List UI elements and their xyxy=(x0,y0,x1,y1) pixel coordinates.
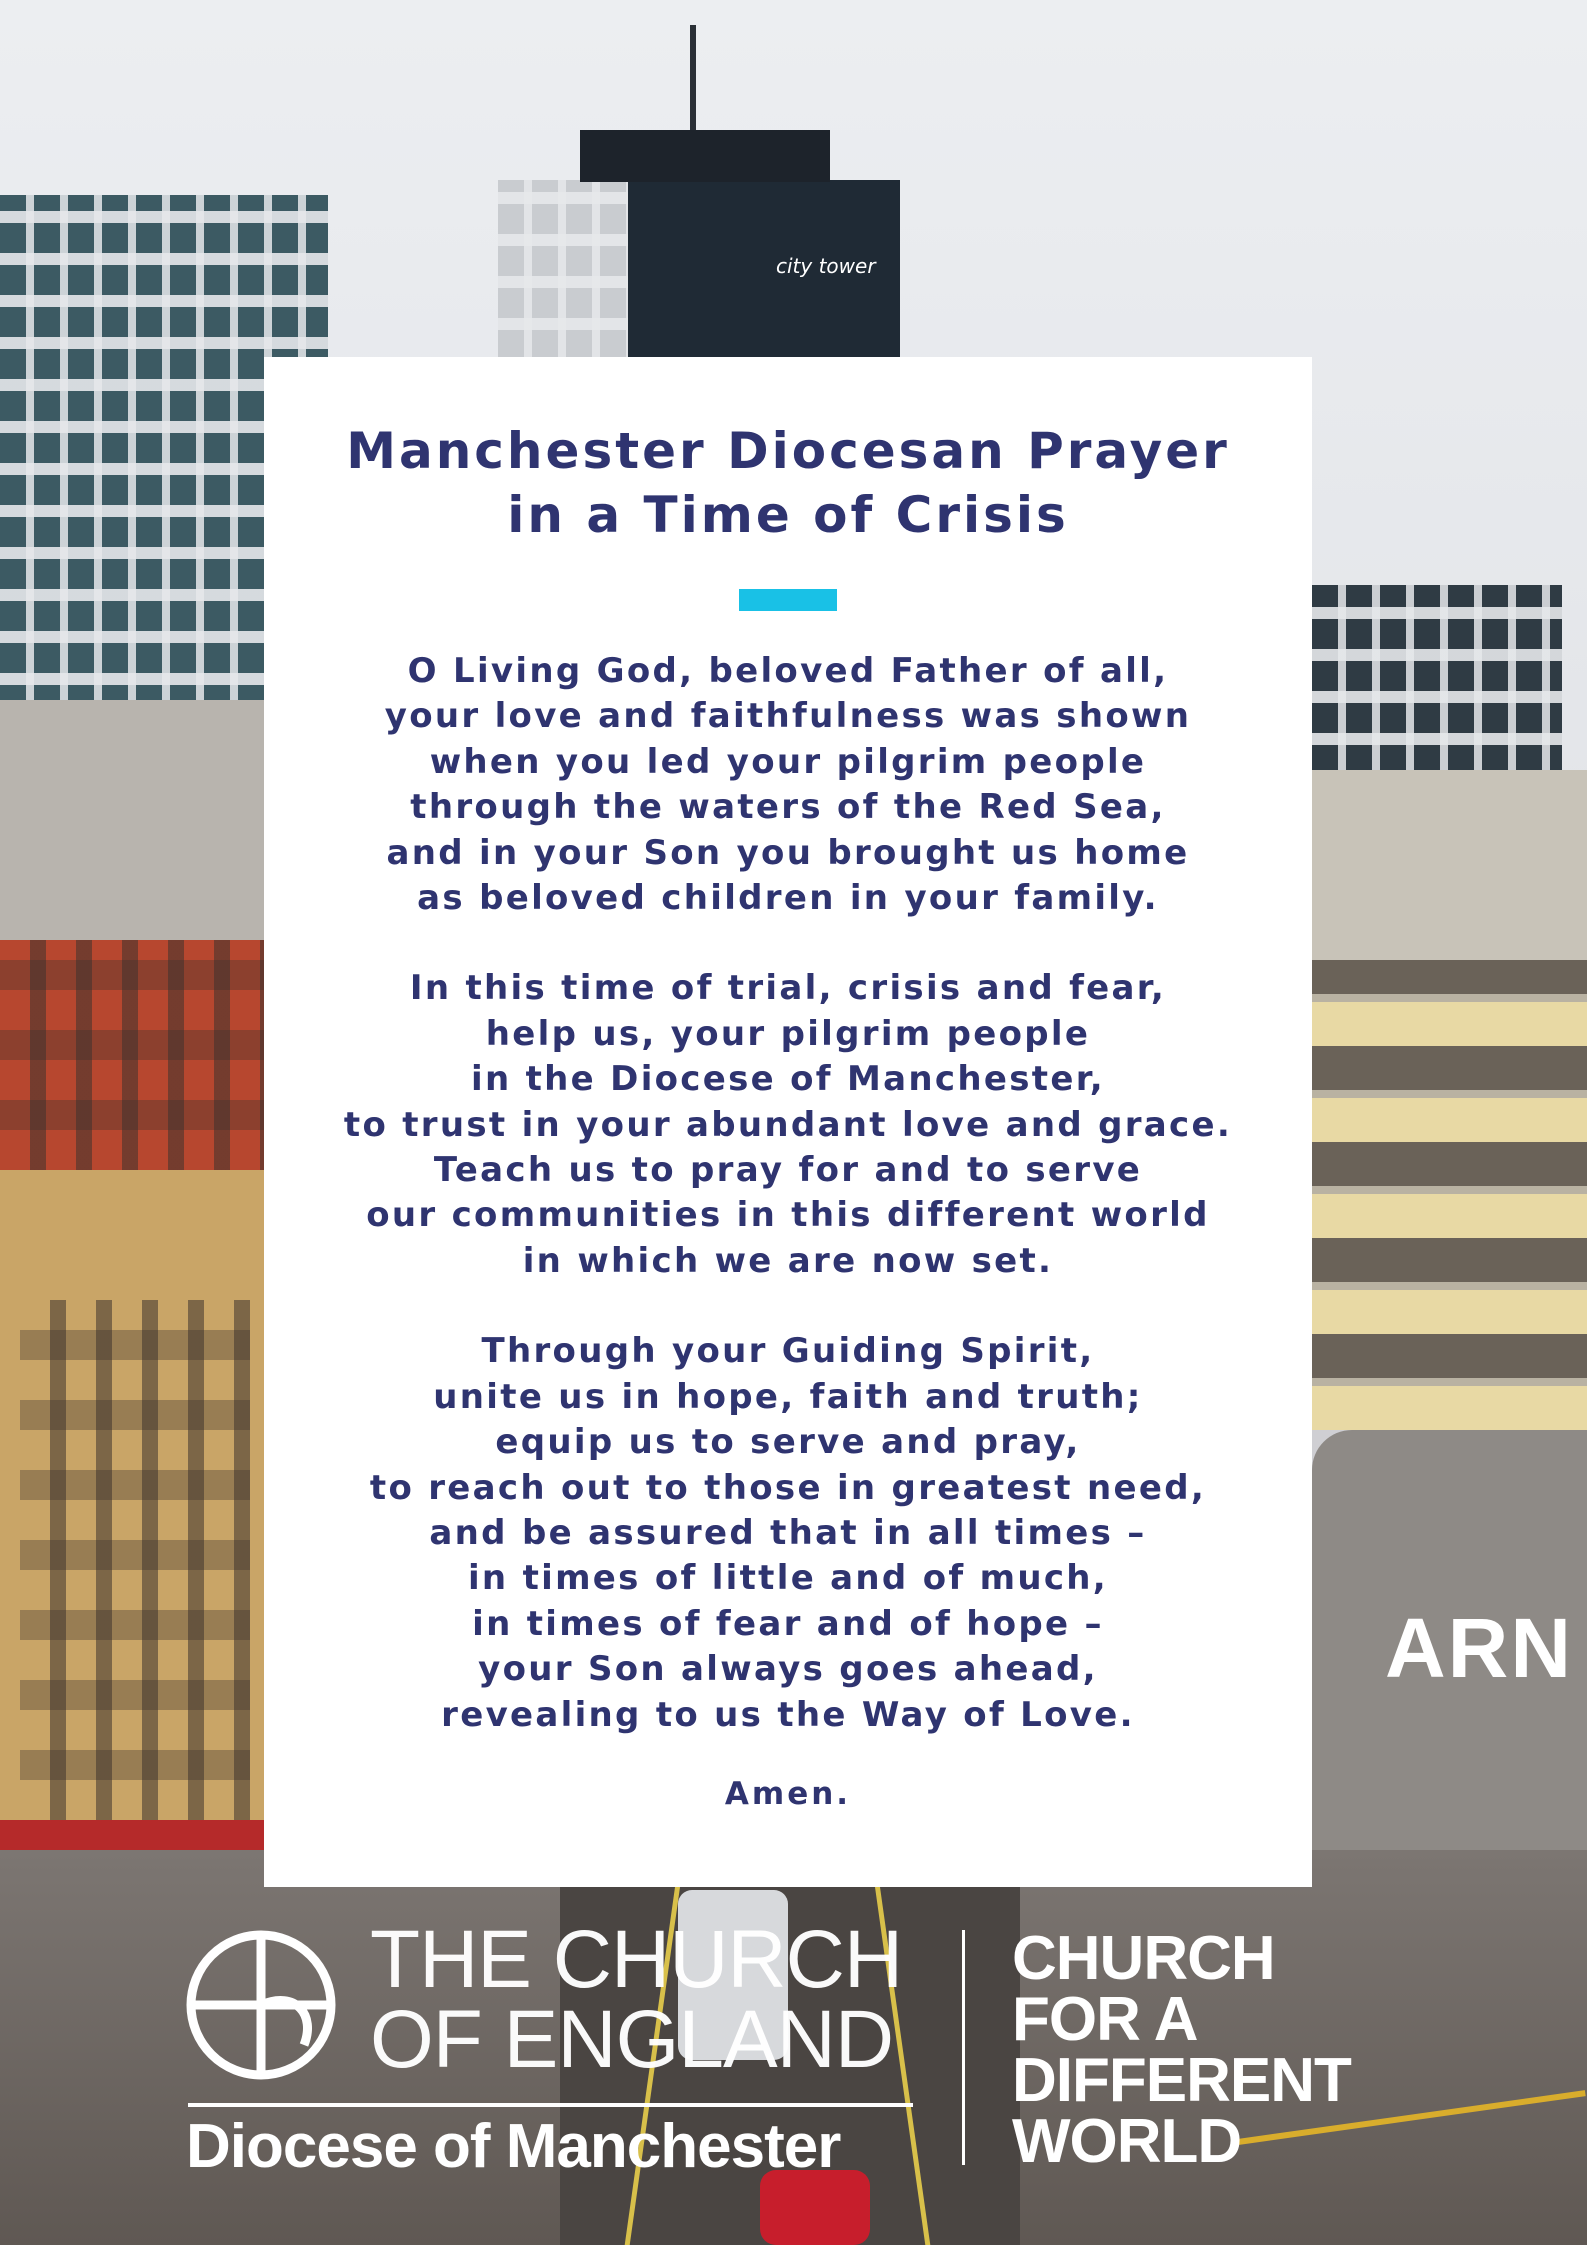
arndale-sign: ARN xyxy=(1385,1601,1573,1695)
city-tower-sign: city tower xyxy=(776,254,876,278)
wordmark-line: OF ENGLAND xyxy=(370,1994,894,2085)
prayer-line: equip us to serve and pray, xyxy=(495,1422,1081,1463)
campaign-line: FOR A xyxy=(1012,1985,1198,2054)
prayer-line: in times of little and of much, xyxy=(467,1558,1109,1599)
red-brick-building xyxy=(0,940,265,1170)
prayer-title xyxy=(264,419,1312,547)
prayer-line: as beloved children in your family. xyxy=(417,878,1159,919)
prayer-line: your Son always goes ahead, xyxy=(478,1649,1098,1690)
church-for-a-different-world-logo xyxy=(1012,1924,1351,2176)
multi-storey-car-park xyxy=(1312,960,1587,1430)
prayer-line: in times of fear and of hope – xyxy=(472,1603,1104,1644)
prayer-line: through the waters of the Red Sea, xyxy=(410,787,1166,828)
prayer-line: Teach us to pray for and to serve xyxy=(433,1150,1143,1191)
prayer-stanza-3 xyxy=(264,1329,1312,1738)
prayer-line: when you led your pilgrim people xyxy=(429,741,1147,782)
prayer-line: to trust in your abundant love and grace. xyxy=(343,1104,1233,1145)
prayer-stanza-2 xyxy=(264,966,1312,1284)
prayer-title-line: in a Time of Crisis xyxy=(507,486,1069,544)
sandstone-windows xyxy=(20,1300,250,1820)
prayer-line: revealing to us the Way of Love. xyxy=(441,1694,1135,1735)
prayer-card xyxy=(264,357,1312,1887)
church-of-england-emblem-icon xyxy=(186,1930,336,2080)
right-background-buildings xyxy=(1312,770,1587,960)
church-of-england-wordmark xyxy=(370,1914,903,2085)
prayer-line: our communities in this different world xyxy=(366,1195,1210,1236)
prayer-title-line: Manchester Diocesan Prayer xyxy=(346,422,1230,480)
logo-rule xyxy=(188,2103,913,2107)
prayer-line: O Living God, beloved Father of all, xyxy=(407,651,1169,691)
campaign-line: WORLD xyxy=(1012,2107,1242,2176)
prayer-line: unite us in hope, faith and truth; xyxy=(433,1376,1143,1417)
prayer-line: your love and faithfulness was shown xyxy=(384,696,1192,737)
footer-logos xyxy=(0,1890,1587,2245)
prayer-line: In this time of trial, crisis and fear, xyxy=(409,968,1167,1009)
wordmark-line: THE CHURCH xyxy=(370,1914,903,2005)
prayer-line: in the Diocese of Manchester, xyxy=(471,1059,1105,1100)
diocese-name: Diocese of Manchester xyxy=(186,2112,841,2181)
city-tower-windows xyxy=(498,180,628,360)
prayer-line: help us, your pilgrim people xyxy=(485,1013,1091,1054)
right-glass-tower xyxy=(1312,585,1562,775)
prayer-line: and in your Son you brought us home xyxy=(386,832,1190,873)
left-mid-building xyxy=(0,700,265,940)
prayer-stanza-1 xyxy=(264,649,1312,921)
prayer-line: to reach out to those in greatest need, xyxy=(369,1467,1207,1508)
title-accent-bar xyxy=(739,589,837,611)
campaign-line: CHURCH xyxy=(1012,1924,1275,1993)
campaign-line: DIFFERENT xyxy=(1012,2046,1351,2115)
prayer-line: Through your Guiding Spirit, xyxy=(481,1331,1095,1372)
prayer-amen: Amen. xyxy=(724,1775,852,1812)
prayer-line: and be assured that in all times – xyxy=(429,1512,1147,1553)
logo-divider xyxy=(962,1930,965,2165)
city-tower-crown xyxy=(580,130,830,182)
prayer-line: in which we are now set. xyxy=(522,1240,1054,1281)
